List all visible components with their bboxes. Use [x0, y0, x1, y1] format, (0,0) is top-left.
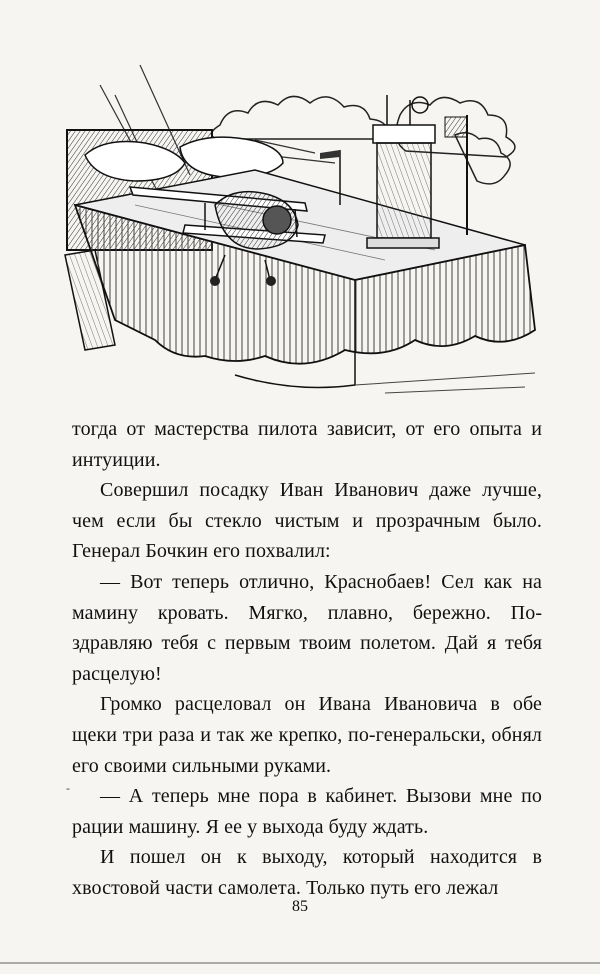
body-text [72, 414, 542, 904]
margin-mark: - [66, 781, 70, 795]
paragraph: тогда от мастерства пилота зависит, от его опыта и интуиции. [72, 418, 542, 471]
paragraph: Громко расцеловал он Ивана Ивановича в обе щеки три раза и так же крепко, по-генеральски, обнял его своими сильными руками. [72, 693, 542, 777]
flag-icon [445, 115, 467, 235]
control-tower-icon [367, 95, 439, 248]
paragraph: И пошел он к выходу, который находится в хвостовой части самолета. Только путь его лежал [72, 846, 542, 899]
bed-airplane-illustration [55, 55, 555, 400]
paragraph: Совершил посадку Иван Иванович даже лучше, чем если бы стекло чистым и прозрачным было. Генерал Бочкин его похвалил: [72, 479, 542, 563]
paragraph: — Вот теперь отлично, Краснобаев! Сел как на мамину кровать. Мягко, плавно, бережно. Поздравляю тебя с первым твоим полетом. Дай я тебя расцелую! [72, 570, 542, 685]
bottom-edge [0, 962, 600, 964]
paragraph: — А теперь мне пора в кабинет. Вызови мне по рации машину. Я ее у выхода буду ждать. [72, 785, 542, 838]
page-number: 85 [292, 898, 308, 915]
